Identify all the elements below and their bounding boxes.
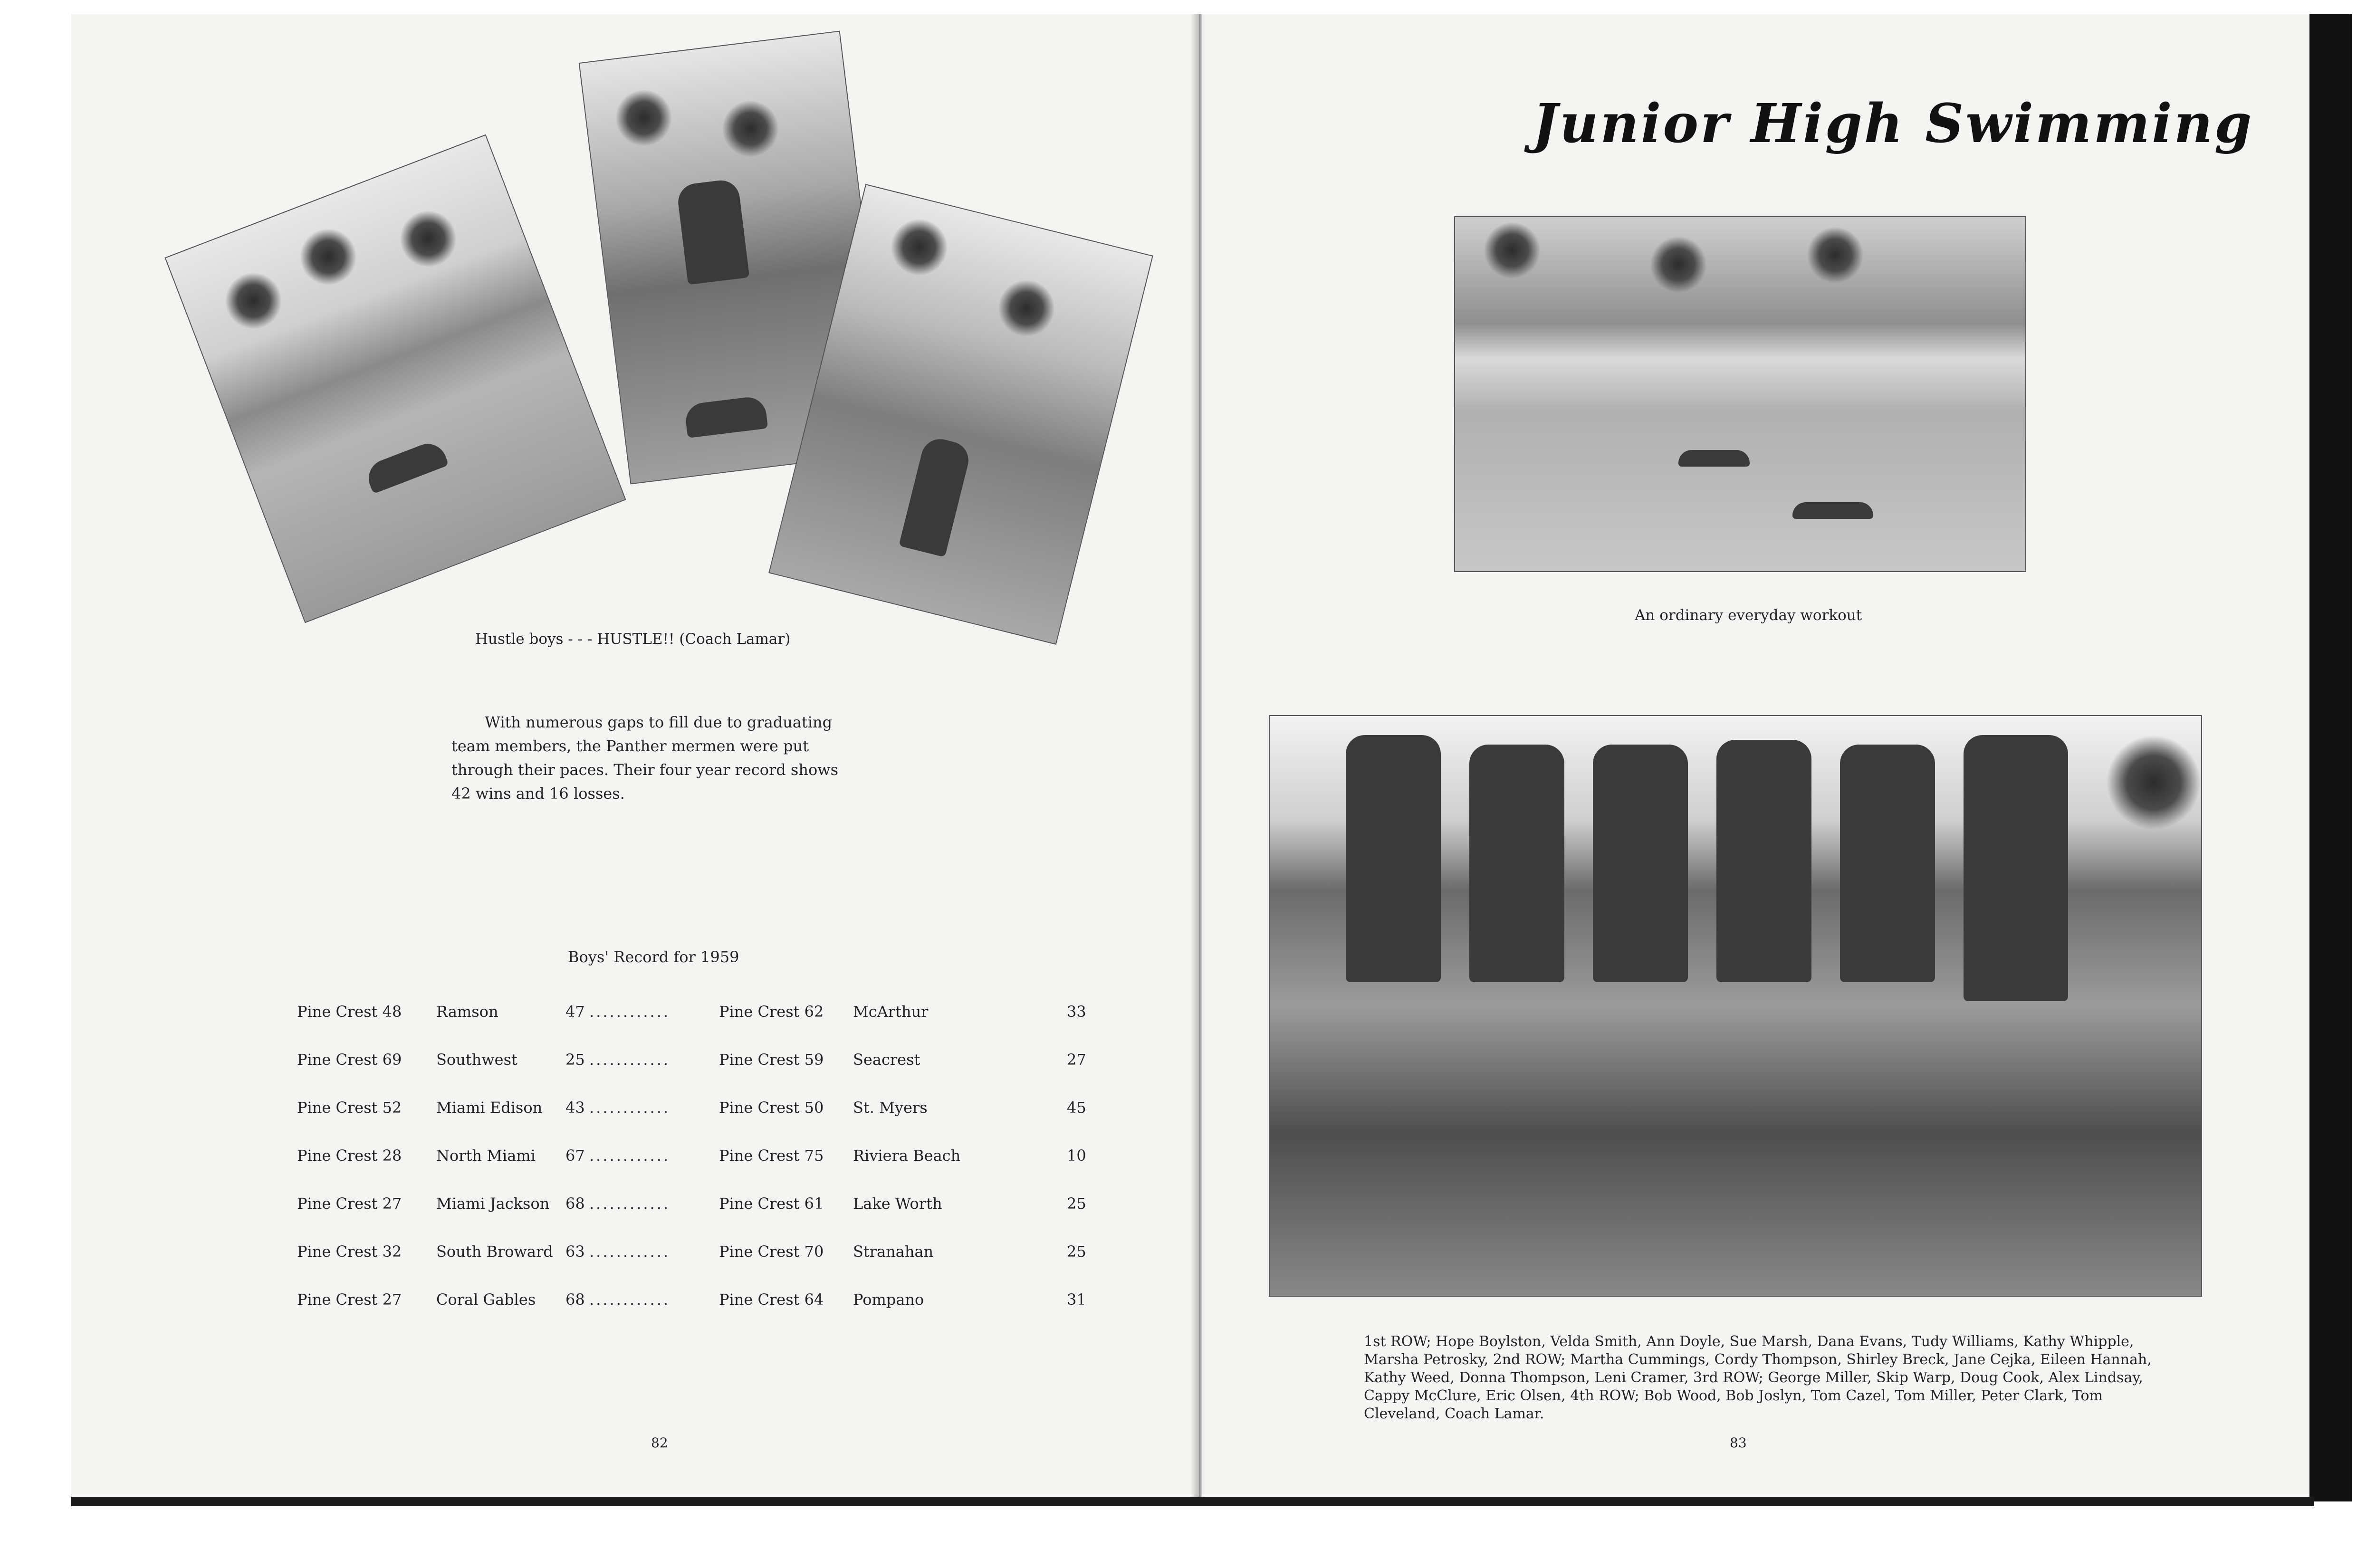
home-score: Pine Crest 62 (719, 1003, 824, 1021)
leader-dots: ............ (589, 1147, 671, 1165)
opponent-score: 25 (565, 1051, 585, 1069)
opponent-score: 45 (1067, 1099, 1086, 1117)
opponent: Stranahan (853, 1243, 934, 1261)
opponent-score: 68 (565, 1195, 585, 1213)
summary-paragraph (451, 710, 879, 805)
opponent: Miami Jackson (436, 1195, 550, 1213)
summary-line: With numerous gaps to fill due to graduating (485, 713, 833, 731)
opponent-score: 25 (1067, 1195, 1086, 1213)
record-row (297, 1003, 1124, 1025)
collage-caption: Hustle boys - - - HUSTLE!! (Coach Lamar) (475, 631, 791, 648)
names-line: Kathy Weed, Donna Thompson, Leni Cramer, 3rd ROW; George Miller, Skip Warp, Doug Cook, Alex Lindsay, (1364, 1369, 2143, 1386)
team-names-caption (1364, 1333, 2276, 1423)
record-row (297, 1291, 1124, 1313)
opponent: South Broward (436, 1243, 553, 1261)
record-row (297, 1195, 1124, 1217)
home-score: Pine Crest 48 (297, 1003, 402, 1021)
leader-dots: ............ (589, 1051, 671, 1069)
opponent-score: 33 (1067, 1003, 1086, 1021)
leader-dots: ............ (589, 1243, 671, 1261)
home-score: Pine Crest 61 (719, 1195, 824, 1213)
left-page (71, 14, 1198, 1497)
yearbook-spread (71, 14, 2314, 1497)
opponent: Pompano (853, 1291, 924, 1309)
page-number-left: 82 (651, 1435, 668, 1451)
record-title: Boys' Record for 1959 (568, 948, 739, 966)
home-score: Pine Crest 69 (297, 1051, 402, 1069)
opponent: Southwest (436, 1051, 517, 1069)
home-score: Pine Crest 27 (297, 1195, 402, 1213)
record-row (297, 1243, 1124, 1265)
opponent-score: 47 (565, 1003, 585, 1021)
opponent-score: 25 (1067, 1243, 1086, 1261)
home-score: Pine Crest 64 (719, 1291, 824, 1309)
leader-dots: ............ (589, 1195, 671, 1213)
opponent-score: 67 (565, 1147, 585, 1165)
summary-line: 42 wins and 16 losses. (451, 784, 625, 803)
right-page (1202, 14, 2314, 1497)
opponent: Miami Edison (436, 1099, 543, 1117)
summary-line: team members, the Panther mermen were put (451, 737, 809, 755)
opponent: McArthur (853, 1003, 929, 1021)
home-score: Pine Crest 27 (297, 1291, 402, 1309)
home-score: Pine Crest 28 (297, 1147, 402, 1165)
home-score: Pine Crest 32 (297, 1243, 402, 1261)
record-row (297, 1099, 1124, 1121)
opponent: Lake Worth (853, 1195, 942, 1213)
home-score: Pine Crest 70 (719, 1243, 824, 1261)
opponent: Ramson (436, 1003, 498, 1021)
page-heading: Junior High Swimming (1533, 93, 2254, 155)
names-line: 1st ROW; Hope Boylston, Velda Smith, Ann Doyle, Sue Marsh, Dana Evans, Tudy Williams, Kathy Whipple, (1364, 1333, 2134, 1350)
photo-pool-workout (1454, 216, 2026, 572)
book-right-edge (2309, 14, 2352, 1501)
pool-caption: An ordinary everyday workout (1635, 607, 1862, 624)
opponent-score: 27 (1067, 1051, 1086, 1069)
leader-dots: ............ (589, 1291, 671, 1309)
record-row (297, 1147, 1124, 1169)
book-bottom-edge (71, 1497, 2314, 1506)
photo-diver-left (164, 134, 626, 623)
record-row (297, 1051, 1124, 1073)
home-score: Pine Crest 59 (719, 1051, 824, 1069)
opponent-score: 31 (1067, 1291, 1086, 1309)
opponent: Seacrest (853, 1051, 920, 1069)
summary-line: through their paces. Their four year record shows (451, 761, 839, 779)
home-score: Pine Crest 52 (297, 1099, 402, 1117)
page-number-right: 83 (1730, 1435, 1747, 1451)
opponent-score: 43 (565, 1099, 585, 1117)
opponent-score: 63 (565, 1243, 585, 1261)
opponent-score: 68 (565, 1291, 585, 1309)
opponent: St. Myers (853, 1099, 928, 1117)
opponent: North Miami (436, 1147, 536, 1165)
photo-team-portrait (1269, 715, 2202, 1297)
home-score: Pine Crest 50 (719, 1099, 824, 1117)
opponent: Coral Gables (436, 1291, 536, 1309)
home-score: Pine Crest 75 (719, 1147, 824, 1165)
names-line: Cleveland, Coach Lamar. (1364, 1405, 1544, 1422)
opponent: Riviera Beach (853, 1147, 961, 1165)
names-line: Marsha Petrosky, 2nd ROW; Martha Cummings, Cordy Thompson, Shirley Breck, Jane Cejka, Eileen Hannah, (1364, 1351, 2152, 1368)
names-line: Cappy McClure, Eric Olsen, 4th ROW; Bob Wood, Bob Joslyn, Tom Cazel, Tom Miller, Peter Clark, Tom (1364, 1387, 2103, 1404)
opponent-score: 10 (1067, 1147, 1086, 1165)
leader-dots: ............ (589, 1003, 671, 1021)
leader-dots: ............ (589, 1099, 671, 1117)
